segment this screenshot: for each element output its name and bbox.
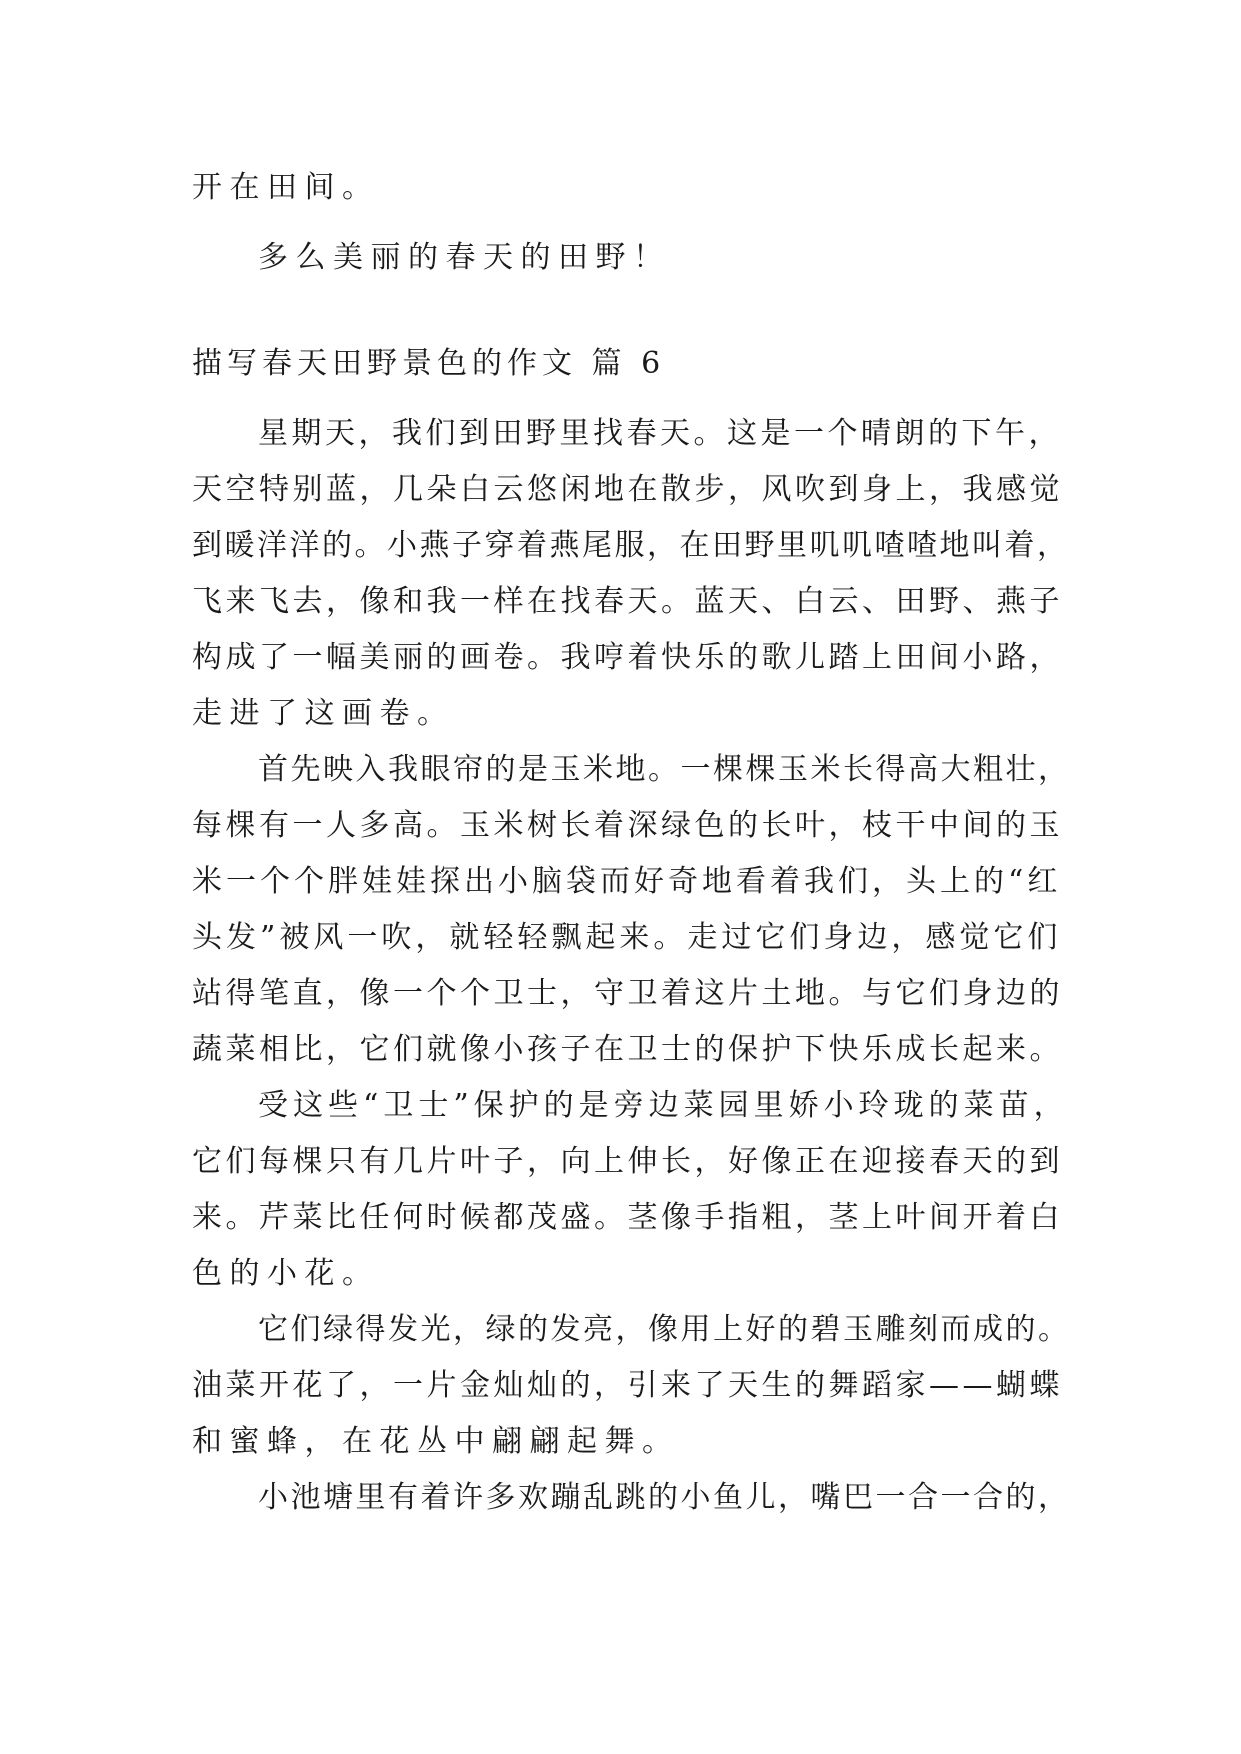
text-line: 米一个个胖娃娃探出小脑袋而好奇地看着我们，头上的“红 [192, 864, 1062, 899]
text-line: 来。芹菜比任何时候都茂盛。茎像手指粗，茎上叶间开着白 [192, 1200, 1063, 1235]
text-line: 天空特别蓝，几朵白云悠闲地在散步，风吹到身上，我感觉 [192, 472, 1063, 507]
text-line-paragraph: 受这些“卫士”保护的是旁边菜园里娇小玲珑的菜苗， [258, 1088, 1069, 1123]
text-line: 油菜开花了，一片金灿灿的，引来了天生的舞蹈家——蝴蝶 [192, 1368, 1063, 1403]
text-line-paragraph: 星期天，我们到田野里找春天。这是一个晴朗的下午， [258, 416, 1062, 451]
text-line-paragraph: 多么美丽的春天的田野！ [258, 240, 671, 275]
text-line: 色的小花。 [192, 1256, 380, 1291]
section-heading: 描写春天田野景色的作文 篇 6 [192, 346, 666, 381]
text-line: 站得笔直，像一个个卫士，守卫着这片土地。与它们身边的 [192, 976, 1063, 1011]
text-line: 飞来飞去，像和我一样在找春天。蓝天、白云、田野、燕子 [192, 584, 1063, 619]
text-line: 它们每棵只有几片叶子，向上伸长，好像正在迎接春天的到 [192, 1144, 1063, 1179]
text-line-paragraph: 它们绿得发光，绿的发亮，像用上好的碧玉雕刻而成的。 [258, 1312, 1071, 1347]
text-line: 到暖洋洋的。小燕子穿着燕尾服，在田野里叽叽喳喳地叫着， [192, 528, 1070, 563]
text-line: 和蜜蜂，在花丛中翩翩起舞。 [192, 1424, 680, 1459]
text-line-paragraph: 小池塘里有着许多欢蹦乱跳的小鱼儿，嘴巴一合一合的， [258, 1480, 1071, 1515]
text-line: 蔬菜相比，它们就像小孩子在卫士的保护下快乐成长起来。 [192, 1032, 1063, 1067]
text-line: 走进了这画卷。 [192, 696, 455, 731]
text-line-paragraph: 首先映入我眼帘的是玉米地。一棵棵玉米长得高大粗壮， [258, 752, 1071, 787]
text-line: 每棵有一人多高。玉米树长着深绿色的长叶，枝干中间的玉 [192, 808, 1063, 843]
text-line: 头发”被风一吹，就轻轻飘起来。走过它们身边，感觉它们 [192, 920, 1062, 955]
text-line: 构成了一幅美丽的画卷。我哼着快乐的歌儿踏上田间小路， [192, 640, 1063, 675]
text-line-continuation: 开在田间。 [192, 170, 380, 205]
